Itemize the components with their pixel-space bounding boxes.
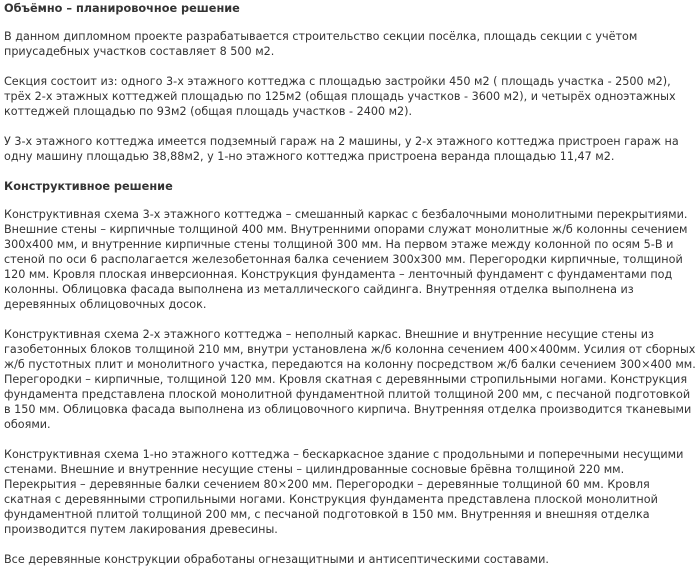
paragraph: Все деревянные конструкции обработаны огнезащитными и антисептическими составами. xyxy=(4,553,549,566)
paragraph: Конструктивная схема 1-но этажного коттеджа – бескаркасное здание с продольными и поперечными несущими стенами. Внешние и внутренние несущие стены – цилиндрованные сосновые брёвна толщиной 220 мм. Перекрытия – деревянные балки сечением 80×200 мм. Перегородки – деревянные толщиной 60 мм. Кровля скатная с деревянными стропильными ногами. Конструкция фундамента представлена плоской монолитной фундаментной плитой толщиной 200 мм, с песчаной подготовкой в 150 мм. Внутренняя и внешняя отделка производится путем лакирования древесины. xyxy=(4,448,684,536)
paragraph: Конструктивная схема 3-х этажного коттеджа – смешанный каркас с безбалочными монолитными перекрытиями. Внешние стены – кирпичные толщиной 400 мм. Внутренними опорами служат монолитные ж/б колонны сечением 300х400 мм, и внутренние кирпичные стены толщиной 300 мм. На первом этаже между колонной по осям 5-В и стеной по оси 6 располагается железобетонная балка сечением 300х300 мм. Перегородки кирпичные, толщиной 120 мм. Кровля плоская инверсионная. Конструкция фундамента – ленточный фундамент с фундаментами под колонны. Облицовка фасада выполнена из металлического сайдинга. Внутренняя отделка выполнена из деревянных облицовочных досок. xyxy=(4,208,688,311)
paragraph: У 3-х этажного коттеджа имеется подземный гараж на 2 машины, у 2-х этажного коттеджа пристроен гараж на одну машину площадью 38,88м2, у 1-но этажного коттеджа пристроена веранда площадью 11,47 м2. xyxy=(4,135,679,163)
paragraph: Конструктивная схема 2-х этажного коттеджа – неполный каркас. Внешние и внутренние несущие стены из газобетонных блоков толщиной 210 мм, внутри установлена ж/б колонна сечением 400×400мм. Усилия от сборных ж/б пустотных плит и монолитного участка, передаются на колонну посредством ж/б балки сечением 300×400 мм. Перегородки – кирпичные, толщиной 120 мм. Кровля скатная с деревянными стропильными ногами. Конструкция фундамента представлена плоской монолитной фундаментной плитой толщиной 200 мм, с песчаной подготовкой в 150 мм. Облицовка фасада выполнена из облицовочного кирпича. Внутренняя отделка производится тканевыми обоями. xyxy=(4,328,696,431)
section-heading-layout: Объёмно – планировочное решение xyxy=(4,2,240,15)
paragraph: Секция состоит из: одного 3-х этажного коттеджа с площадью застройки 450 м2 ( площадь участка - 2500 м2), трёх 2-х этажных коттеджей площадью по 125м2 (общая площадь участков - 3600 м2), и четырёх одноэтажных коттеджей площадью по 93м2 (общая площадь участков - 2400 м2). xyxy=(4,75,676,118)
paragraph: В данном дипломном проекте разрабатывается строительство секции посёлка, площадь секции с учётом приусадебных участков составляет 8 500 м2. xyxy=(4,30,638,58)
section-heading-structural: Конструктивное решение xyxy=(4,180,173,193)
